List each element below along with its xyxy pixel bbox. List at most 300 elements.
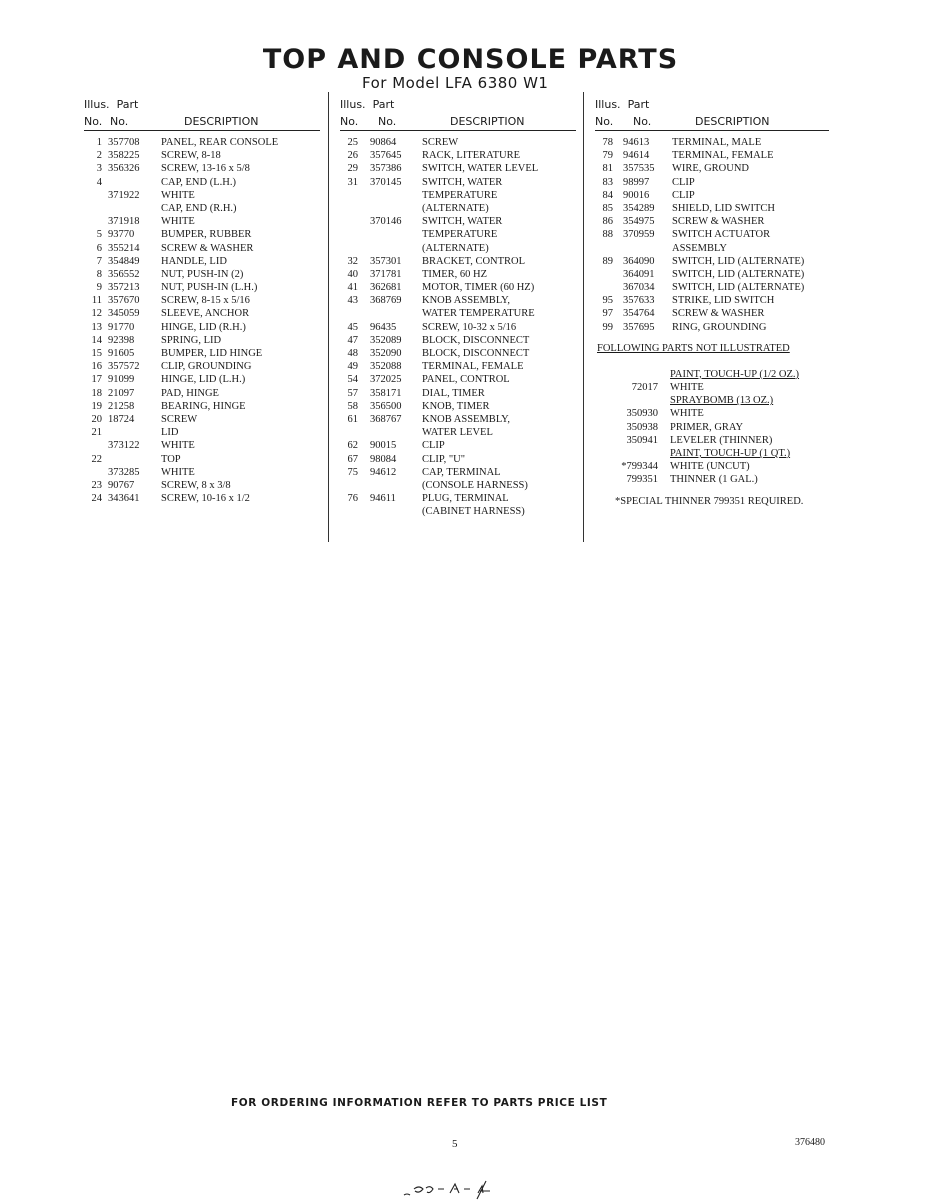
- header-illus-part: Illus. Part: [595, 98, 650, 111]
- table-row: [84, 268, 324, 281]
- table-row: [595, 228, 835, 241]
- part-no: 91605: [108, 348, 135, 359]
- table-row: [340, 136, 580, 149]
- illus-no: 16: [91, 361, 102, 373]
- illus-no: 5: [96, 229, 102, 241]
- part-no: 799351: [626, 474, 658, 486]
- illus-no: 23: [91, 479, 102, 491]
- illus-no: 88: [602, 229, 613, 241]
- part-description: KNOB ASSEMBLY,: [422, 295, 511, 307]
- part-no: 357708: [108, 137, 140, 148]
- part-description: SWITCH, WATER LEVEL: [422, 163, 539, 175]
- table-row: [84, 162, 324, 175]
- model-subtitle: For Model LFA 6380 W1: [362, 74, 549, 92]
- column-divider: [328, 92, 329, 542]
- part-no: 357572: [108, 361, 140, 373]
- table-row: [84, 426, 324, 439]
- table-row: [595, 176, 835, 189]
- part-description: PRIMER, GRAY: [670, 421, 744, 433]
- table-row: [340, 149, 580, 162]
- illus-no: 32: [347, 255, 358, 267]
- part-description: BRACKET, CONTROL: [422, 255, 526, 267]
- part-description: TOP: [161, 453, 181, 465]
- part-description: WHITE: [161, 466, 195, 478]
- table-row: [595, 242, 835, 255]
- illus-no: 8: [96, 268, 102, 280]
- part-description: SWITCH, LID (ALTERNATE): [672, 282, 805, 294]
- table-row: [340, 426, 580, 439]
- part-no: 367034: [623, 282, 655, 294]
- part-description: (ALTERNATE): [422, 202, 489, 214]
- table-row: [595, 215, 835, 228]
- part-description: SCREW, 8-18: [161, 150, 221, 162]
- table-row: [84, 453, 324, 466]
- part-description: SCREW, 13-16 x 5/8: [161, 163, 250, 175]
- part-description: WHITE (UNCUT): [670, 461, 750, 473]
- part-no: 368769: [370, 295, 402, 307]
- part-no: 96435: [370, 321, 397, 333]
- table-row: [595, 149, 835, 162]
- table-row: [340, 466, 580, 479]
- part-no: 354764: [623, 308, 655, 320]
- illus-no: 54: [347, 374, 358, 386]
- list-item: [595, 447, 835, 460]
- header-description: DESCRIPTION: [184, 115, 259, 128]
- table-row: [340, 242, 580, 255]
- not-illustrated-section: [595, 342, 835, 509]
- part-no: 358171: [370, 387, 402, 399]
- part-no: 354849: [108, 255, 140, 267]
- list-item: [595, 394, 835, 407]
- illus-no: 84: [602, 189, 613, 201]
- illus-no: 7: [96, 255, 102, 267]
- header-no: No.: [595, 115, 614, 128]
- column-header: [595, 96, 835, 132]
- part-no: 354975: [623, 216, 655, 228]
- table-row: [340, 162, 580, 175]
- list-item: [595, 434, 835, 447]
- part-no: 350938: [626, 421, 658, 433]
- parts-column-2: [340, 96, 580, 518]
- part-description: SPRAYBOMB (13 OZ.): [670, 395, 774, 407]
- part-no: 356500: [370, 400, 402, 412]
- list-item: [595, 368, 835, 381]
- table-row: [84, 189, 324, 202]
- part-no: 352090: [370, 348, 402, 359]
- table-row: [84, 492, 324, 505]
- part-description: TERMINAL, FEMALE: [422, 361, 524, 373]
- part-description: SWITCH, WATER: [422, 176, 503, 188]
- part-no: 370146: [370, 216, 402, 228]
- part-no: 357670: [108, 295, 140, 307]
- not-illustrated-heading: FOLLOWING PARTS NOT ILLUSTRATED: [597, 342, 790, 354]
- header-rule: [595, 130, 829, 131]
- illus-no: 45: [347, 321, 358, 333]
- illus-no: 31: [347, 176, 358, 188]
- part-description: SPRING, LID: [161, 334, 222, 346]
- column-header: [84, 96, 324, 132]
- part-description: WHITE: [670, 382, 704, 393]
- part-description: CAP, END (R.H.): [161, 202, 237, 214]
- table-row: [84, 242, 324, 255]
- table-row: [340, 189, 580, 202]
- part-no: 370959: [623, 229, 655, 241]
- illus-no: 20: [91, 413, 102, 425]
- part-no: 373285: [108, 466, 140, 478]
- part-no: 345059: [108, 308, 140, 320]
- part-no: 364091: [623, 268, 655, 280]
- part-description: NUT, PUSH-IN (L.H.): [161, 282, 258, 294]
- part-no: 358225: [108, 150, 140, 162]
- table-row: [84, 373, 324, 386]
- table-row: [340, 334, 580, 347]
- part-no: 356552: [108, 268, 140, 280]
- illus-no: 24: [91, 493, 102, 505]
- illus-no: 83: [602, 176, 613, 188]
- part-description: MOTOR, TIMER (60 HZ): [422, 282, 535, 294]
- illus-no: 40: [347, 268, 358, 280]
- illus-no: 18: [91, 387, 102, 399]
- part-no: 94611: [370, 493, 396, 505]
- part-description: SCREW, 10-16 x 1/2: [161, 493, 250, 505]
- ordering-footer: FOR ORDERING INFORMATION REFER TO PARTS PRICE LIST: [231, 1097, 608, 1109]
- header-illus-part: Illus. Part: [84, 98, 139, 111]
- part-no: 94612: [370, 466, 397, 478]
- part-description: SWITCH, LID (ALTERNATE): [672, 268, 805, 280]
- document-number: 376480: [795, 1137, 825, 1148]
- table-row: [84, 387, 324, 400]
- table-row: [595, 268, 835, 281]
- part-no: 357695: [623, 321, 655, 333]
- table-row: [340, 307, 580, 320]
- part-description: WHITE: [161, 189, 195, 201]
- table-row: [595, 202, 835, 215]
- illus-no: 15: [91, 348, 102, 359]
- part-description: SWITCH ACTUATOR: [672, 229, 771, 241]
- table-row: [340, 176, 580, 189]
- table-row: [340, 347, 580, 360]
- column-header: [340, 96, 580, 132]
- part-no: 90767: [108, 479, 135, 491]
- table-row: [84, 347, 324, 360]
- part-description: TERMINAL, MALE: [672, 137, 762, 148]
- part-no: 93770: [108, 229, 135, 241]
- part-description: CAP, END (L.H.): [161, 176, 236, 188]
- illus-no: 22: [91, 453, 102, 465]
- part-description: PLUG, TERMINAL: [422, 493, 509, 505]
- illus-no: 29: [347, 163, 358, 175]
- illus-no: 89: [602, 255, 613, 267]
- part-description: WHITE: [670, 408, 704, 420]
- illus-no: 4: [96, 176, 102, 188]
- list-item: [595, 421, 835, 434]
- part-no: 373122: [108, 440, 140, 452]
- part-description: TERMINAL, FEMALE: [672, 150, 774, 162]
- table-row: [340, 202, 580, 215]
- parts-rows: [340, 136, 580, 518]
- illus-no: 21: [91, 427, 102, 439]
- illus-no: 95: [602, 295, 613, 307]
- illus-no: 1: [96, 137, 102, 148]
- part-no: 357301: [370, 255, 402, 267]
- part-no: 357386: [370, 163, 402, 175]
- part-description: RING, GROUNDING: [672, 321, 767, 333]
- part-description: DIAL, TIMER: [422, 387, 485, 399]
- illus-no: 12: [91, 308, 102, 320]
- part-description: TEMPERATURE: [422, 229, 498, 241]
- table-row: [340, 268, 580, 281]
- part-description: BLOCK, DISCONNECT: [422, 348, 530, 359]
- header-illus-part: Illus. Part: [340, 98, 395, 111]
- column-divider: [583, 92, 584, 542]
- illus-no: 86: [602, 216, 613, 228]
- illus-no: 47: [347, 334, 358, 346]
- part-no: 21097: [108, 387, 135, 399]
- part-description: WATER LEVEL: [422, 427, 493, 439]
- part-description: SCREW, 10-32 x 5/16: [422, 321, 517, 333]
- illus-no: 49: [347, 361, 358, 373]
- part-no: 91099: [108, 374, 135, 386]
- illus-no: 2: [96, 150, 102, 162]
- table-row: [84, 294, 324, 307]
- part-description: PANEL, CONTROL: [422, 374, 510, 386]
- part-no: 98084: [370, 453, 397, 465]
- table-row: [340, 281, 580, 294]
- illus-no: 61: [347, 413, 358, 425]
- part-description: (CABINET HARNESS): [422, 506, 525, 518]
- part-description: ASSEMBLY: [672, 242, 727, 254]
- table-row: [84, 176, 324, 189]
- part-description: PAD, HINGE: [161, 387, 219, 399]
- illus-no: 79: [602, 150, 613, 162]
- part-description: HINGE, LID (L.H.): [161, 374, 246, 386]
- table-row: [84, 360, 324, 373]
- part-no: 352089: [370, 334, 402, 346]
- illus-no: 99: [602, 321, 613, 333]
- list-item: [595, 407, 835, 420]
- table-row: [84, 228, 324, 241]
- illus-no: 41: [347, 282, 358, 294]
- parts-column-1: [84, 96, 324, 505]
- header-part-no: No.: [110, 115, 129, 128]
- header-part-no: No.: [633, 115, 652, 128]
- table-row: [595, 189, 835, 202]
- part-description: KNOB, TIMER: [422, 400, 490, 412]
- header-rule: [340, 130, 576, 131]
- table-row: [595, 321, 835, 334]
- illus-no: 9: [96, 282, 102, 294]
- part-description: SCREW & WASHER: [161, 242, 254, 254]
- illus-no: 76: [347, 493, 358, 505]
- part-no: 356326: [108, 163, 140, 175]
- table-row: [84, 215, 324, 228]
- table-row: [595, 255, 835, 268]
- part-description: HANDLE, LID: [161, 255, 227, 267]
- part-description: (CONSOLE HARNESS): [422, 479, 528, 491]
- illus-no: 11: [91, 295, 102, 307]
- illus-no: 62: [347, 440, 358, 452]
- table-row: [340, 439, 580, 452]
- part-description: KNOB ASSEMBLY,: [422, 413, 511, 425]
- part-no: 90015: [370, 440, 397, 452]
- illus-no: 26: [347, 150, 358, 162]
- part-no: 352088: [370, 361, 402, 373]
- part-no: 94614: [623, 150, 650, 162]
- part-no: 94613: [623, 137, 650, 148]
- illus-no: 6: [96, 242, 102, 254]
- table-row: [84, 321, 324, 334]
- table-row: [84, 149, 324, 162]
- part-no: 357213: [108, 282, 140, 294]
- parts-rows: [595, 136, 835, 334]
- part-description: LID: [161, 427, 179, 439]
- illus-no: 58: [347, 400, 358, 412]
- part-description: SHIELD, LID SWITCH: [672, 202, 775, 214]
- part-no: 18724: [108, 413, 135, 425]
- illus-no: 19: [91, 400, 102, 412]
- part-no: 91770: [108, 321, 135, 333]
- part-description: SWITCH, WATER: [422, 216, 503, 228]
- part-description: LEVELER (THINNER): [670, 434, 773, 446]
- table-row: [340, 453, 580, 466]
- illus-no: 48: [347, 348, 358, 359]
- part-no: 98997: [623, 176, 650, 188]
- table-row: [595, 294, 835, 307]
- part-description: BUMPER, LID HINGE: [161, 348, 263, 359]
- table-row: [340, 228, 580, 241]
- table-row: [595, 162, 835, 175]
- part-no: 90864: [370, 137, 397, 148]
- part-description: CLIP: [422, 440, 445, 452]
- part-description: PAINT, TOUCH-UP (1/2 OZ.): [670, 368, 800, 380]
- part-no: 354289: [623, 202, 655, 214]
- part-description: CLIP: [672, 189, 695, 201]
- table-row: [340, 492, 580, 505]
- illus-no: 43: [347, 295, 358, 307]
- part-no: 370145: [370, 176, 402, 188]
- part-description: BEARING, HINGE: [161, 400, 246, 412]
- part-description: SCREW, 8 x 3/8: [161, 479, 231, 491]
- part-no: *799344: [621, 461, 658, 473]
- part-description: WATER TEMPERATURE: [422, 308, 535, 320]
- handwritten-signature: [400, 1175, 510, 1200]
- table-row: [340, 373, 580, 386]
- illus-no: 14: [91, 334, 102, 346]
- header-rule: [84, 130, 320, 131]
- table-row: [340, 360, 580, 373]
- part-no: 350941: [626, 434, 658, 446]
- part-no: 72017: [631, 382, 658, 393]
- table-row: [84, 255, 324, 268]
- part-description: THINNER (1 GAL.): [670, 474, 758, 486]
- part-description: SWITCH, LID (ALTERNATE): [672, 255, 805, 267]
- part-description: (ALTERNATE): [422, 242, 489, 254]
- part-description: SCREW & WASHER: [672, 308, 765, 320]
- header-part-no: No.: [378, 115, 397, 128]
- table-row: [595, 307, 835, 320]
- table-row: [84, 413, 324, 426]
- table-row: [340, 505, 580, 518]
- table-row: [340, 321, 580, 334]
- part-description: CLIP, "U": [422, 453, 465, 465]
- table-row: [84, 439, 324, 452]
- part-description: SCREW & WASHER: [672, 216, 765, 228]
- part-description: CLIP, GROUNDING: [161, 361, 252, 373]
- part-description: SCREW: [161, 413, 198, 425]
- part-no: 357633: [623, 295, 655, 307]
- part-description: PAINT, TOUCH-UP (1 QT.): [670, 447, 791, 459]
- table-row: [84, 202, 324, 215]
- illus-no: 17: [91, 374, 102, 386]
- illus-no: 13: [91, 321, 102, 333]
- header-description: DESCRIPTION: [450, 115, 525, 128]
- table-row: [595, 281, 835, 294]
- part-description: STRIKE, LID SWITCH: [672, 295, 775, 307]
- part-no: 372025: [370, 374, 402, 386]
- table-row: [340, 413, 580, 426]
- part-description: CLIP: [672, 176, 695, 188]
- part-description: WHITE: [161, 440, 195, 452]
- part-description: WHITE: [161, 216, 195, 228]
- illus-no: 67: [347, 453, 358, 465]
- part-description: NUT, PUSH-IN (2): [161, 268, 244, 280]
- table-row: [340, 400, 580, 413]
- part-no: 368767: [370, 413, 402, 425]
- part-description: SLEEVE, ANCHOR: [161, 308, 250, 320]
- table-row: [84, 400, 324, 413]
- part-description: TEMPERATURE: [422, 189, 498, 201]
- part-no: 357645: [370, 150, 402, 162]
- header-description: DESCRIPTION: [695, 115, 770, 128]
- part-no: 355214: [108, 242, 140, 254]
- part-description: CAP, TERMINAL: [422, 466, 501, 478]
- table-row: [340, 479, 580, 492]
- table-row: [84, 136, 324, 149]
- part-no: 21258: [108, 400, 135, 412]
- part-description: SCREW: [422, 137, 459, 148]
- table-row: [340, 255, 580, 268]
- table-row: [84, 466, 324, 479]
- illus-no: 25: [347, 137, 358, 148]
- page-number: 5: [452, 1138, 458, 1150]
- part-no: 371918: [108, 216, 140, 228]
- part-description: BLOCK, DISCONNECT: [422, 334, 530, 346]
- part-no: 364090: [623, 255, 655, 267]
- table-row: [595, 136, 835, 149]
- table-row: [84, 281, 324, 294]
- header-no: No.: [84, 115, 103, 128]
- parts-column-3: [595, 96, 835, 509]
- part-description: HINGE, LID (R.H.): [161, 321, 246, 333]
- thinner-footnote: *SPECIAL THINNER 799351 REQUIRED.: [615, 495, 804, 507]
- part-no: 371922: [108, 189, 140, 201]
- illus-no: 97: [602, 308, 613, 320]
- not-illustrated-rows: [595, 368, 835, 487]
- table-row: [340, 387, 580, 400]
- part-no: 371781: [370, 268, 402, 280]
- part-no: 350930: [626, 408, 658, 420]
- part-no: 343641: [108, 493, 140, 505]
- part-description: PANEL, REAR CONSOLE: [161, 137, 279, 148]
- illus-no: 81: [602, 163, 613, 175]
- part-description: WIRE, GROUND: [672, 163, 749, 175]
- part-description: BUMPER, RUBBER: [161, 229, 252, 241]
- illus-no: 75: [347, 466, 358, 478]
- part-no: 92398: [108, 334, 135, 346]
- header-no: No.: [340, 115, 359, 128]
- part-no: 362681: [370, 282, 402, 294]
- part-description: SCREW, 8-15 x 5/16: [161, 295, 250, 307]
